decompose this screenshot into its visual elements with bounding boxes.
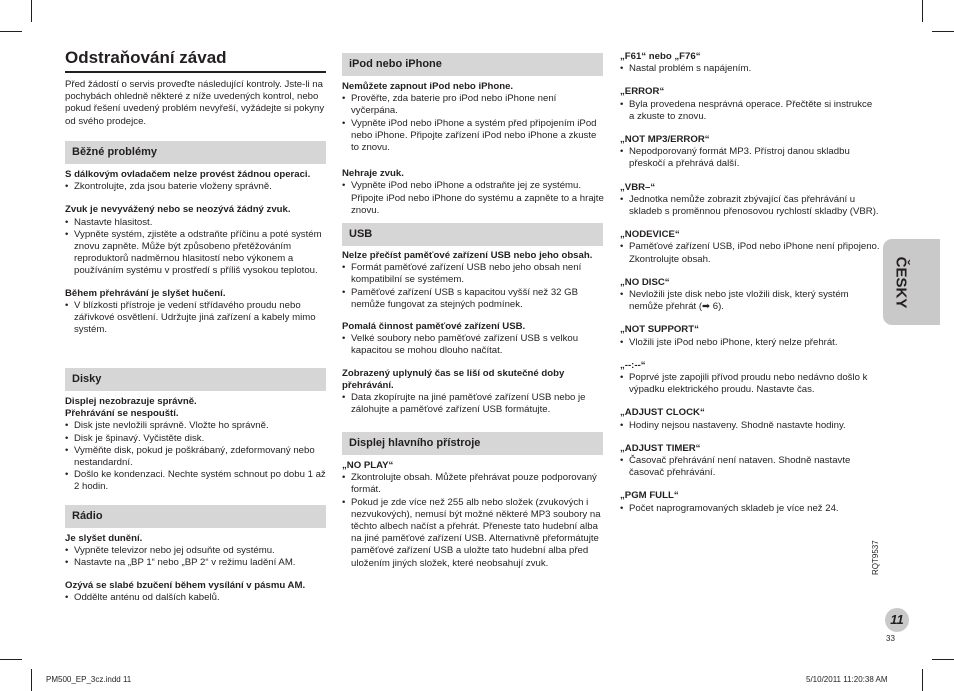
error-code: „ADJUST TIMER“ (620, 442, 701, 454)
error-code-description: • Byla provedena nesprávná operace. Přečtěte si instrukce a zkuste to znovu. (620, 99, 880, 123)
ipod-block: Nemůžete zapnout iPod nebo iPhone. • Prověřte, zda baterie pro iPod nebo iPhone není vyčerpána. • Vypněte iPod nebo iPhone a systém před připojením iPod nebo iPhone. Připojte zařízení iPod nebo iPhone a zkuste to znovu. Nehraje zvuk. • Vypněte iPod nebo iPhone a odstraňte jej ze systému. Připojte iPod nebo iPhone do systému a zapněte to a hrajte znovu. (342, 81, 604, 217)
common-block: S dálkovým ovladačem nelze provést žádnou operaci. • Zkontrolujte, zda jsou baterie vloženy správně. Zvuk je nevyvážený nebo se neozývá žádný zvuk. • Nastavte hlasitost. • Vypněte systém, zjistěte a odstraňte příčinu a poté systém znovu zapněte. Může být způsobeno přetěžováním reproduktorů nadměrnou hlasitostí nebo výkonem a používáním systému v prostředí s příliš vysokou teplotou. Během přehrávání je slyšet hučení. • V blízkosti přístroje je vedení střídavého proudu nebo zářivkové osvětlení. Udržujte jiná zařízení a kabely mimo systém. (65, 169, 327, 336)
error-code: „NO DISC“ (620, 276, 670, 288)
error-code-description: • Paměťové zařízení USB, iPod nebo iPhone není připojeno. Zkontrolujte obsah. (620, 241, 880, 265)
error-code: „VBR–“ (620, 181, 656, 193)
intro-text: Před žádostí o servis proveďte následující kontroly. Jste-li na pochybách ohledně některé z níže uvedených kontrol, nebo pokud řešení uvedený problém nevyřeší, vyžádejte si pokyny od svého prodejce. (65, 79, 325, 127)
page-number-small: 33 (886, 634, 895, 643)
error-code: „NOT MP3/ERROR“ (620, 134, 710, 146)
error-code: „ADJUST CLOCK“ (620, 407, 705, 419)
error-code-description: • Nepodporovaný formát MP3. Přístroj danou skladbu přeskočí a přehrává další. (620, 146, 880, 170)
page-title: Odstraňování závad (65, 48, 227, 67)
crop-mark (922, 669, 923, 691)
crop-mark (31, 0, 32, 22)
title-rule (65, 71, 326, 73)
error-code-description: • Počet naprogramovaných skladeb je více než 24. (620, 503, 880, 515)
footer-date: 5/10/2011 11:20:38 AM (806, 675, 888, 684)
language-tab-label: ČESKY (892, 256, 910, 309)
error-code-description: • Jednotka nemůže zobrazit zbývající čas přehrávání u skladeb s proměnnou přenosovou rychlostí skladby (VBR). (620, 194, 880, 218)
error-code-description: • Nevložili jste disk nebo jste vložili disk, který systém nemůže přehrát (➡ 6). (620, 289, 880, 313)
error-code-description: • Poprvé jste zapojili přívod proudu nebo nedávno došlo k výpadku elektrického proudu. Nastavte čas. (620, 372, 880, 396)
radio-block: Je slyšet dunění. • Vypněte televizor nebo jej odsuňte od systému. • Nastavte na „BP 1“ nebo „BP 2“ v režimu ladění AM. Ozývá se slabé bzučení během vysílání v pásmu AM. • Oddělte anténu od dalších kabelů. (65, 533, 327, 604)
display-block: „NO PLAY“ • Zkontrolujte obsah. Můžete přehrávat pouze podporovaný formát. • Pokud je zde více než 255 alb nebo složek (zvukových i nezvukových), nemusí být možné některé MP3 soubory na těchto albech načíst a přehrát. Přeneste tato hudební alba na jiné paměťové zařízení USB. Alternativně přeformátujte paměťové zařízení USB a uložte tato hudební alba před uložením jiných složek, které neobsahují zvuk. (342, 460, 604, 570)
section-ipod: iPod nebo iPhone (342, 53, 603, 76)
section-common: Běžné problémy (65, 141, 326, 164)
crop-mark (932, 659, 954, 660)
crop-mark (922, 0, 923, 22)
section-disc: Disky (65, 368, 326, 391)
error-code-description: • Hodiny nejsou nastaveny. Shodně nastavte hodiny. (620, 420, 880, 432)
model-code: RQT9537 (871, 540, 880, 575)
crop-mark (932, 31, 954, 32)
section-display: Displej hlavního přístroje (342, 432, 603, 455)
section-usb: USB (342, 223, 603, 246)
error-code: „PGM FULL“ (620, 490, 679, 502)
error-code: „NOT SUPPORT“ (620, 324, 699, 336)
error-code: „--:--“ (620, 359, 646, 371)
error-code: „NODEVICE“ (620, 229, 680, 241)
error-code: „F61“ nebo „F76“ (620, 51, 701, 62)
crop-mark (0, 31, 22, 32)
section-radio: Rádio (65, 505, 326, 528)
error-code-description: • Vložili jste iPod nebo iPhone, který nelze přehrát. (620, 337, 880, 349)
crop-mark (31, 669, 32, 691)
page-number: 11 (885, 608, 909, 632)
error-code-description: • Časovač přehrávání není nataven. Shodně nastavte časovač přehrávání. (620, 455, 880, 479)
usb-block: Nelze přečíst paměťové zařízení USB nebo jeho obsah. • Formát paměťové zařízení USB nebo jeho obsah není kompatibilní se systémem. • Paměťové zařízení USB s kapacitou vyšší než 32 GB nemůže fungovat za stejných podmínek. Pomalá činnost paměťové zařízení USB. • Velké soubory nebo paměťové zařízení USB s velkou kapacitou se mohou dlouho načítat. Zobrazený uplynulý čas se liší od skutečné doby přehrávání. • Data zkopírujte na jiné paměťové zařízení USB nebo je zálohujte a paměťové zařízení USB formátujte. (342, 250, 604, 416)
error-code: „ERROR“ (620, 86, 665, 98)
error-code-description: • Nastal problém s napájením. (620, 63, 880, 75)
error-codes-block (620, 51, 880, 515)
disc-block: Displej nezobrazuje správně. Přehrávání se nespouští. • Disk jste nevložili správně. Vložte ho správně. • Disk je špinavý. Vyčistěte disk. • Vyměňte disk, pokud je poškrábaný, zdeformovaný nebo nestandardní. • Došlo ke kondenzaci. Nechte systém schnout po dobu 1 až 2 hodin. (65, 396, 327, 494)
crop-mark (0, 659, 22, 660)
footer-file: PM500_EP_3cz.indd 11 (46, 675, 132, 684)
